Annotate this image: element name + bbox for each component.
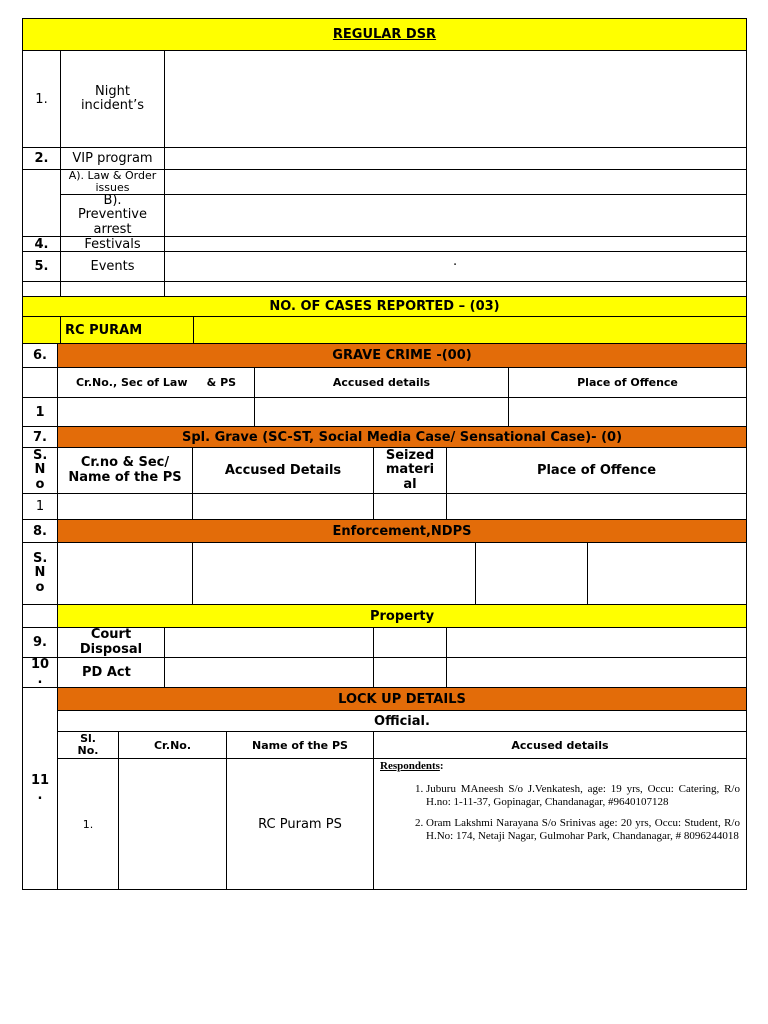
pd-act-label: PD Act [57, 657, 165, 688]
spl-row-accused [192, 493, 374, 520]
row-2-number: 2. [22, 147, 61, 170]
blank-row-value [164, 281, 747, 297]
row-3a-label: A). Law & Order issues [60, 169, 165, 195]
spl-header-sno: S. N o [22, 447, 58, 494]
row-3a-value [164, 169, 747, 195]
row-5-value: . [164, 251, 747, 282]
blank-row-number [22, 281, 61, 297]
section-11-number: 11 . [22, 687, 58, 890]
section-7-title: Spl. Grave (SC-ST, Social Media Case/ Sensational Case)- (0) [57, 426, 747, 448]
lockup-header-ps: Name of the PS [226, 731, 374, 759]
enforcement-col-2 [192, 542, 476, 605]
cases-reported-header: NO. OF CASES REPORTED – (03) [22, 296, 747, 317]
section-10-number: 10 . [22, 657, 58, 688]
enforcement-sno: S. N o [22, 542, 58, 605]
section-7-number: 7. [22, 426, 58, 448]
spl-header-accused: Accused Details [192, 447, 374, 494]
lockup-official: Official. [57, 710, 747, 732]
court-disposal-value-3 [446, 627, 747, 658]
grave-header-accused: Accused details [254, 367, 509, 398]
grave-row-place [508, 397, 747, 427]
pd-act-value-2 [373, 657, 447, 688]
row-3-number [22, 169, 61, 237]
lockup-row-ps: RC Puram PS [226, 758, 374, 890]
pd-act-value-3 [446, 657, 747, 688]
section-8-title: Enforcement,NDPS [57, 519, 747, 543]
row-2-label: VIP program [60, 147, 165, 170]
row-5-number: 5. [22, 251, 61, 282]
report-title: REGULAR DSR [22, 18, 747, 51]
enforcement-col-1 [57, 542, 193, 605]
grave-header-crno: Cr.No., Sec of Law & PS [57, 367, 255, 398]
grave-row-number: 1 [22, 397, 58, 427]
row-3b-value [164, 194, 747, 237]
grave-header-blank [22, 367, 58, 398]
lockup-row-crno [118, 758, 227, 890]
pd-act-value-1 [164, 657, 374, 688]
lockup-row-slno: 1. [57, 758, 119, 890]
spl-row-crno [57, 493, 193, 520]
enforcement-col-4 [587, 542, 747, 605]
row-5-label: Events [60, 251, 165, 282]
station-left-spacer [22, 316, 61, 344]
section-6-title: GRAVE CRIME -(00) [57, 343, 747, 368]
station-name: RC PURAM [60, 316, 194, 344]
grave-header-place: Place of Offence [508, 367, 747, 398]
row-1-number: 1. [22, 50, 61, 148]
spl-row-place [446, 493, 747, 520]
court-disposal-value-2 [373, 627, 447, 658]
property-number-blank [22, 604, 58, 628]
row-1-value [164, 50, 747, 148]
row-1-label: Night incident’s [60, 50, 165, 148]
blank-row-label [60, 281, 165, 297]
grave-row-crno [57, 397, 255, 427]
respondent-2: 2. Oram Lakshmi Narayana S/o Srinivas age: 20 yrs, Occu: Student, R/o H.No: 174, Netaji Nagar, Gulmohar Park, Chandanagar, # 8096244018 [426, 817, 740, 842]
property-title: Property [57, 604, 747, 628]
station-right-fill [193, 316, 747, 344]
lockup-row-accused [373, 758, 747, 890]
respondents-label: Respondents: [380, 760, 444, 772]
spl-row-seized [373, 493, 447, 520]
lockup-header-crno: Cr.No. [118, 731, 227, 759]
lockup-header-slno: Sl. No. [57, 731, 119, 759]
section-8-number: 8. [22, 519, 58, 543]
row-3b-label: B). Preventive arrest [60, 194, 165, 237]
spl-header-seized: Seized materi al [373, 447, 447, 494]
spl-header-place: Place of Offence [446, 447, 747, 494]
row-2-value [164, 147, 747, 170]
respondent-1: 1. Juburu MAneesh S/o J.Venkatesh, age: 19 yrs, Occu: Catering, R/o H.no: 1-11-37, Gopinagar, Chandanagar, #9640107128 [426, 783, 740, 808]
row-4-label: Festivals [60, 236, 165, 252]
row-4-number: 4. [22, 236, 61, 252]
section-9-number: 9. [22, 627, 58, 658]
grave-row-accused [254, 397, 509, 427]
court-disposal-value-1 [164, 627, 374, 658]
enforcement-col-3 [475, 542, 588, 605]
row-4-value [164, 236, 747, 252]
respondents-list [380, 783, 740, 843]
lockup-title: LOCK UP DETAILS [57, 687, 747, 711]
spl-header-crno: Cr.no & Sec/ Name of the PS [57, 447, 193, 494]
court-disposal-label: Court Disposal [57, 627, 165, 658]
section-6-number: 6. [22, 343, 58, 368]
lockup-header-accused: Accused details [373, 731, 747, 759]
spl-row-number: 1 [22, 493, 58, 520]
